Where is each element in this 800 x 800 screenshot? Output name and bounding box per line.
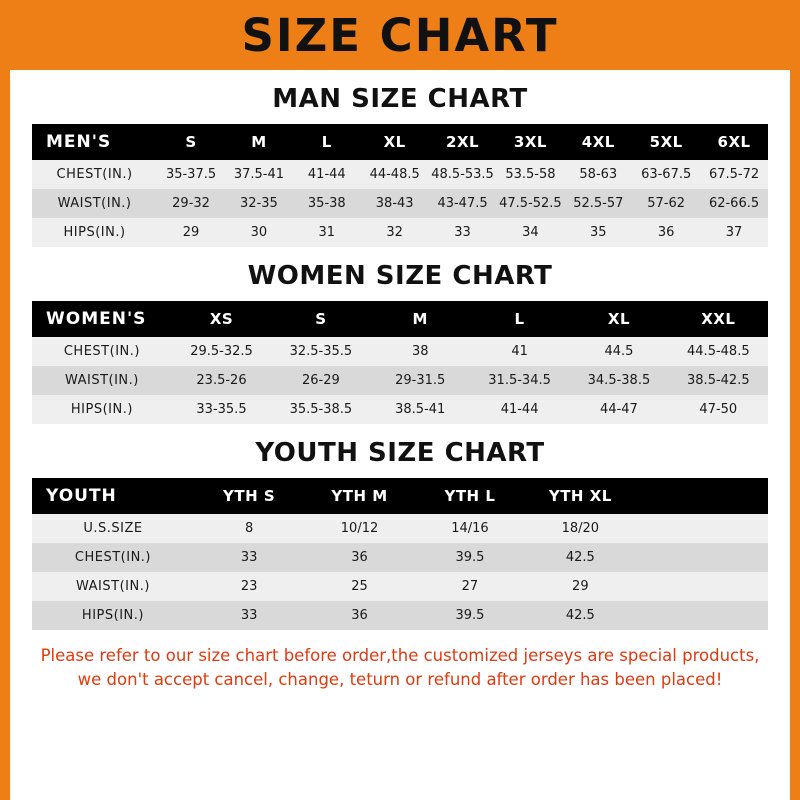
women-row-label: CHEST(IN.) xyxy=(63,344,140,359)
women-size-table xyxy=(32,301,768,424)
men-row-label: CHEST(IN.) xyxy=(56,167,133,182)
women-cell: 38.5-42.5 xyxy=(687,373,750,388)
youth-cell: 25 xyxy=(351,579,368,594)
women-cell: 33-35.5 xyxy=(196,402,247,417)
youth-cell: 10/12 xyxy=(340,521,379,536)
men-cell: 29 xyxy=(182,225,200,240)
table-header-row xyxy=(32,124,768,160)
youth-row-label: CHEST(IN.) xyxy=(74,550,151,565)
youth-header-cell: YTH M xyxy=(331,487,388,505)
youth-cell: 14/16 xyxy=(451,521,489,536)
women-cell: 38 xyxy=(411,344,429,359)
youth-cell: 39.5 xyxy=(455,608,485,623)
women-row-label: WAIST(IN.) xyxy=(64,373,139,388)
men-cell: 31 xyxy=(318,225,336,240)
men-cell: 35 xyxy=(590,225,607,240)
youth-cell-empty xyxy=(636,514,768,543)
men-cell: 58-63 xyxy=(579,167,618,182)
men-cell: 37 xyxy=(725,225,743,240)
men-header-cell: M xyxy=(251,133,267,151)
youth-cell-empty xyxy=(636,601,768,630)
table-row xyxy=(32,572,768,601)
women-cell: 31.5-34.5 xyxy=(488,373,551,388)
table-header-row xyxy=(32,301,768,337)
footer-note xyxy=(32,644,768,692)
women-cell: 41 xyxy=(511,344,528,359)
women-header-cell: S xyxy=(315,310,327,328)
women-cell: 44.5-48.5 xyxy=(687,344,750,359)
women-cell: 29.5-32.5 xyxy=(190,344,253,359)
women-cell: 32.5-35.5 xyxy=(289,344,353,359)
men-cell: 29-32 xyxy=(172,196,210,211)
women-cell: 47-50 xyxy=(699,402,738,417)
table-row xyxy=(32,366,768,395)
footer-note-line-1: Please refer to our size chart before order,the customized jerseys are special products, xyxy=(40,646,760,665)
youth-row-label: U.S.SIZE xyxy=(83,521,143,536)
youth-cell: 36 xyxy=(351,550,368,565)
youth-header-cell: YTH S xyxy=(223,487,276,505)
youth-cell: 39.5 xyxy=(455,550,485,565)
youth-cell: 33 xyxy=(240,608,258,623)
men-cell: 47.5-52.5 xyxy=(499,196,562,211)
youth-cell: 18/20 xyxy=(561,521,600,536)
men-cell: 53.5-58 xyxy=(505,167,556,182)
men-header-cell: 2XL xyxy=(446,133,480,151)
table-row xyxy=(32,514,768,543)
men-cell: 67.5-72 xyxy=(708,167,760,182)
women-row-label: HIPS(IN.) xyxy=(70,402,133,417)
women-cell: 38.5-41 xyxy=(395,402,446,417)
men-row-label: WAIST(IN.) xyxy=(57,196,132,211)
women-header-cell: XL xyxy=(607,310,630,328)
table-row xyxy=(32,543,768,572)
men-cell: 57-62 xyxy=(647,196,686,211)
table-row xyxy=(32,218,768,247)
men-section-title: MAN SIZE CHART xyxy=(272,84,528,114)
men-size-table xyxy=(32,124,768,247)
men-cell: 52.5-57 xyxy=(573,196,624,211)
men-cell: 34 xyxy=(522,225,539,240)
men-cell: 33 xyxy=(454,225,471,240)
men-cell: 32-35 xyxy=(240,196,278,211)
women-cell: 41-44 xyxy=(500,402,539,417)
men-cell: 44-48.5 xyxy=(369,167,420,182)
women-cell: 23.5-26 xyxy=(196,373,247,388)
youth-cell: 36 xyxy=(351,608,368,623)
youth-cell: 42.5 xyxy=(565,550,595,565)
men-row-label: HIPS(IN.) xyxy=(63,225,126,240)
youth-header-cell: YTH XL xyxy=(548,487,612,505)
men-cell: 35-38 xyxy=(307,196,346,211)
women-cell: 35.5-38.5 xyxy=(289,402,353,417)
men-cell: 32 xyxy=(386,225,403,240)
youth-header-cell-empty xyxy=(636,478,768,514)
table-row xyxy=(32,160,768,189)
table-row xyxy=(32,395,768,424)
youth-cell: 27 xyxy=(461,579,479,594)
men-cell: 43-47.5 xyxy=(437,196,488,211)
youth-section-title: YOUTH SIZE CHART xyxy=(255,438,545,468)
men-header-cell: XL xyxy=(383,133,406,151)
men-header-cell: L xyxy=(321,133,332,151)
women-cell: 34.5-38.5 xyxy=(587,373,651,388)
men-cell: 48.5-53.5 xyxy=(431,167,494,182)
men-cell: 63-67.5 xyxy=(641,167,692,182)
women-header-cell: M xyxy=(412,310,428,328)
table-row xyxy=(32,337,768,366)
men-cell: 62-66.5 xyxy=(708,196,760,211)
youth-cell: 23 xyxy=(240,579,258,594)
youth-header-cell: YTH L xyxy=(444,487,496,505)
men-header-cell: 3XL xyxy=(513,133,547,151)
banner xyxy=(0,0,800,70)
youth-row-label: WAIST(IN.) xyxy=(76,579,150,594)
table-row xyxy=(32,601,768,630)
women-cell: 44-47 xyxy=(600,402,638,417)
men-cell: 37.5-41 xyxy=(233,167,285,182)
men-header-cell: 4XL xyxy=(581,133,615,151)
women-section-title: WOMEN SIZE CHART xyxy=(247,261,553,291)
youth-cell-empty xyxy=(636,572,768,601)
men-cell: 35-37.5 xyxy=(165,167,217,182)
youth-cell-empty xyxy=(636,543,768,572)
men-cell: 41-44 xyxy=(307,167,346,182)
men-header-label: MEN'S xyxy=(46,132,112,152)
youth-header-label: YOUTH xyxy=(46,486,117,506)
youth-cell: 42.5 xyxy=(565,608,595,623)
women-header-cell: L xyxy=(514,310,525,328)
women-cell: 44.5 xyxy=(604,344,634,359)
page-title: SIZE CHART xyxy=(241,8,559,62)
women-header-cell: XS xyxy=(209,310,234,328)
men-cell: 30 xyxy=(250,225,268,240)
men-cell: 36 xyxy=(657,225,675,240)
men-header-cell: 5XL xyxy=(649,133,683,151)
women-header-cell: XXL xyxy=(701,310,736,328)
women-cell: 26-29 xyxy=(301,373,340,388)
footer-note-line-2: we don't accept cancel, change, teturn or refund after order has been placed! xyxy=(77,669,723,689)
women-header-label: WOMEN'S xyxy=(46,309,147,329)
youth-cell: 33 xyxy=(240,550,258,565)
table-row xyxy=(32,189,768,218)
youth-cell: 8 xyxy=(244,521,254,536)
youth-cell: 29 xyxy=(572,579,589,594)
content xyxy=(10,84,790,692)
youth-row-label: HIPS(IN.) xyxy=(81,608,144,623)
youth-size-table xyxy=(32,478,768,630)
women-cell: 29-31.5 xyxy=(395,373,446,388)
table-header-row xyxy=(32,478,768,514)
men-header-cell: S xyxy=(185,133,197,151)
men-cell: 38-43 xyxy=(375,196,414,211)
men-header-cell: 6XL xyxy=(717,133,751,151)
